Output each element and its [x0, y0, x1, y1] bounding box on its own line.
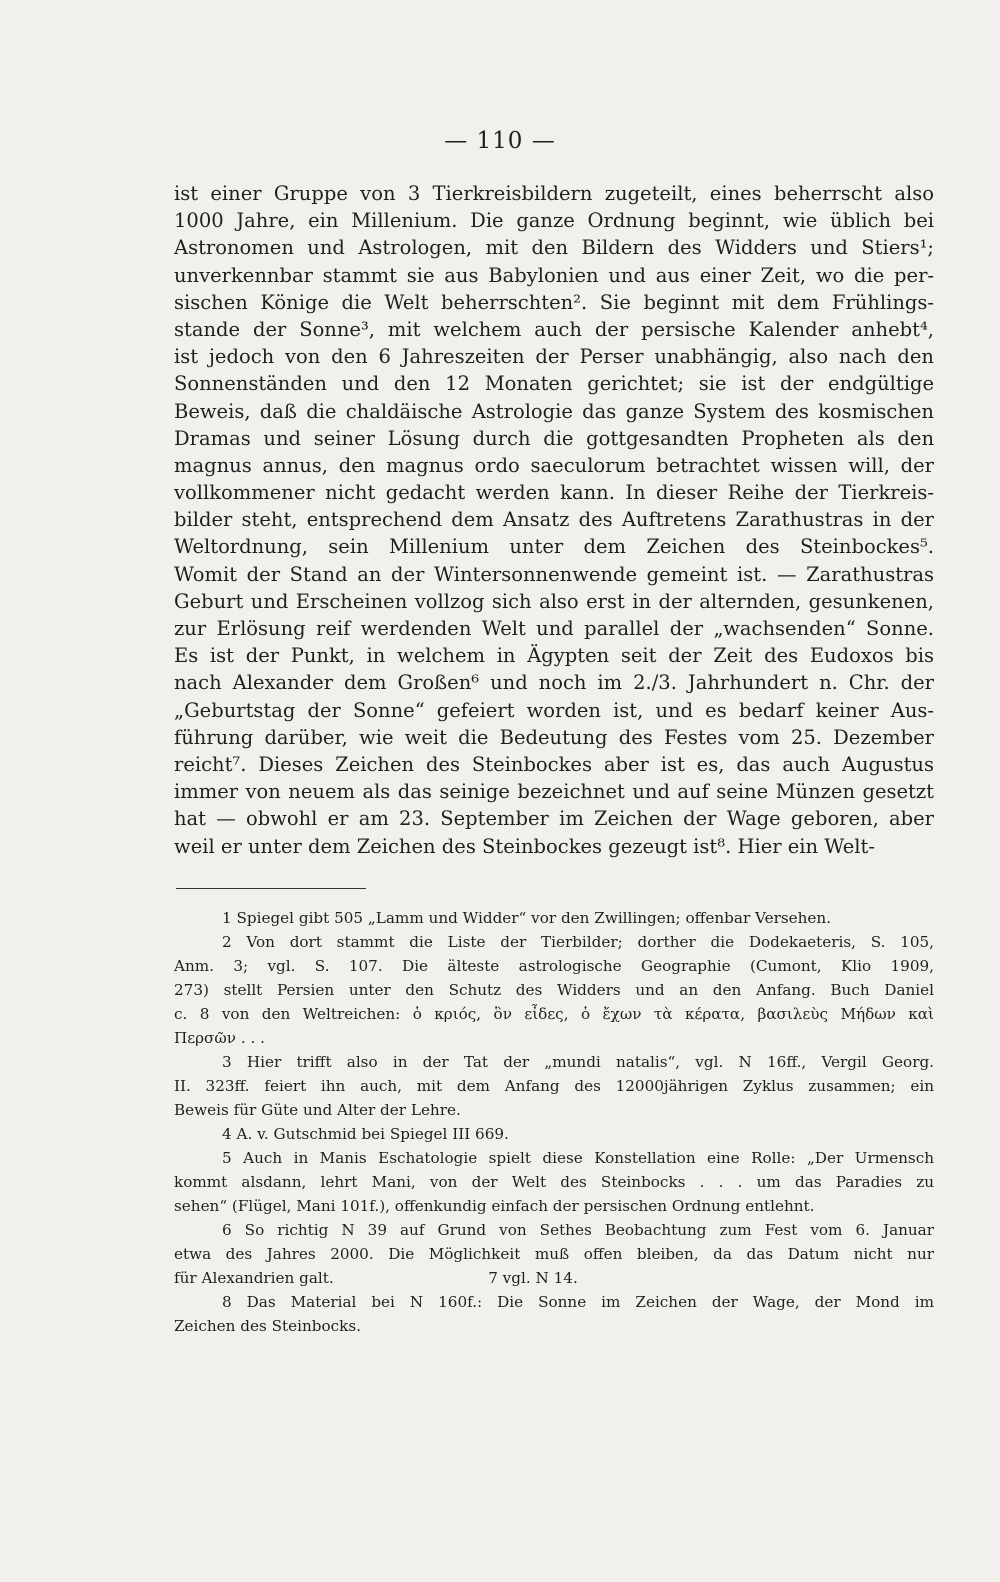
body-line: reicht⁷. Dieses Zeichen des Steinbockes aber ist es, das auch Augustus [174, 752, 934, 776]
body-line: sischen Könige die Welt beherrschten². Sie beginnt mit dem Frühlings- [174, 290, 934, 314]
main-text [174, 180, 934, 860]
body-line: magnus annus, den magnus ordo saeculorum betrachtet wissen will, der [174, 453, 934, 477]
body-line: Beweis, daß die chaldäische Astrologie das ganze System des kosmischen [174, 399, 934, 423]
footnote-line: sehen“ (Flügel, Mani 101f.), offenkundig einfach der persischen Ordnung entlehnt. [174, 1197, 815, 1215]
footnote-line: 1 Spiegel gibt 505 „Lamm und Widder“ vor den Zwillingen; offenbar Versehen. [222, 909, 832, 927]
body-line: Astronomen und Astrologen, mit den Bildern des Widders und Stiers¹; [174, 236, 934, 260]
body-line: führung darüber, wie weit die Bedeutung des Festes vom 25. Dezember [174, 725, 934, 749]
body-line: hat — obwohl er am 23. September im Zeichen der Wage geboren, aber [174, 807, 934, 831]
body-line: unverkennbar stammt sie aus Babylonien und aus einer Zeit, wo die per- [174, 263, 934, 287]
footnote-line: etwa des Jahres 2000. Die Möglichkeit muß offen bleiben, da das Datum nicht nur [174, 1245, 934, 1263]
footnote-line: 3 Hier trifft also in der Tat der „mundi natalis“, vgl. N 16ff., Vergil Georg. [222, 1053, 934, 1071]
footnote-line: 273) stellt Persien unter den Schutz des Widders und an den Anfang. Buch Daniel [174, 981, 934, 999]
body-line: Dramas und seiner Lösung durch die gottgesandten Propheten als den [174, 426, 934, 450]
footnote-line: 6 So richtig N 39 auf Grund von Sethes Beobachtung zum Fest vom 6. Januar [222, 1221, 934, 1239]
body-line: Weltordnung, sein Millenium unter dem Zeichen des Steinbockes⁵. [174, 535, 934, 559]
footnote-line: 8 Das Material bei N 160f.: Die Sonne im Zeichen der Wage, der Mond im [222, 1293, 934, 1311]
footnote-line: c. 8 von den Weltreichen: ὁ κριός, ὃν εἶδες, ὁ ἔχων τὰ κέρατα, βασιλεὺς Μήδων καὶ [174, 1005, 934, 1023]
body-line: stande der Sonne³, mit welchem auch der persische Kalender anhebt⁴, [174, 317, 934, 341]
body-line: nach Alexander dem Großen⁶ und noch im 2./3. Jahrhundert n. Chr. der [174, 671, 934, 695]
body-line: Geburt und Erscheinen vollzog sich also erst in der alternden, gesunkenen, [174, 589, 934, 613]
body-line: ist einer Gruppe von 3 Tierkreisbildern zugeteilt, eines beherrscht also [174, 182, 934, 205]
body-line: Sonnenständen und den 12 Monaten gerichtet; sie ist der endgültige [174, 372, 934, 396]
footnote-separator [176, 888, 366, 889]
body-line: „Geburtstag der Sonne“ gefeiert worden ist, und es bedarf keiner Aus- [174, 698, 934, 722]
footnote-line: 5 Auch in Manis Eschatologie spielt diese Konstellation eine Rolle: „Der Urmensch [222, 1149, 934, 1167]
footnote-line: Περσῶν . . . [174, 1029, 265, 1047]
footnote-line: 4 A. v. Gutschmid bei Spiegel III 669. [222, 1125, 509, 1143]
footnote-line: Beweis für Güte und Alter der Lehre. [174, 1101, 461, 1119]
footnote-line: 2 Von dort stammt die Liste der Tierbilder; dorther die Dodekaeteris, S. 105, [222, 933, 934, 951]
footnote-line: kommt alsdann, lehrt Mani, von der Welt des Steinbocks . . . um das Paradies zu [174, 1173, 934, 1191]
body-line: weil er unter dem Zeichen des Steinbockes gezeugt ist⁸. Hier ein Welt- [174, 834, 875, 858]
body-line: 1000 Jahre, ein Millenium. Die ganze Ordnung beginnt, wie üblich bei [174, 209, 934, 233]
footnote-line: Anm. 3; vgl. S. 107. Die älteste astrologische Geographie (Cumont, Klio 1909, [174, 957, 934, 975]
footnotes [174, 906, 934, 1338]
body-line: Es ist der Punkt, in welchem in Ägypten seit der Zeit des Eudoxos bis [174, 644, 934, 668]
footnote-line: II. 323ff. feiert ihn auch, mit dem Anfang des 12000jährigen Zyklus zusammen; ein [174, 1077, 934, 1095]
body-line: zur Erlösung reif werdenden Welt und parallel der „wachsenden“ Sonne. [174, 617, 934, 640]
footnote-line: für Alexandrien galt. 7 vgl. N 14. [174, 1269, 578, 1287]
page-number: — 110 — [444, 128, 556, 154]
body-line: bilder steht, entsprechend dem Ansatz des Auftretens Zarathustras in der [174, 508, 934, 532]
body-line: immer von neuem als das seinige bezeichnet und auf seine Münzen gesetzt [174, 780, 934, 804]
footnote-line: Zeichen des Steinbocks. [174, 1317, 361, 1335]
body-line: ist jedoch von den 6 Jahreszeiten der Perser unabhängig, also nach den [174, 345, 934, 369]
body-line: vollkommener nicht gedacht werden kann. In dieser Reihe der Tierkreis- [174, 481, 934, 505]
body-line: Womit der Stand an der Wintersonnenwende gemeint ist. — Zarathustras [174, 562, 934, 586]
